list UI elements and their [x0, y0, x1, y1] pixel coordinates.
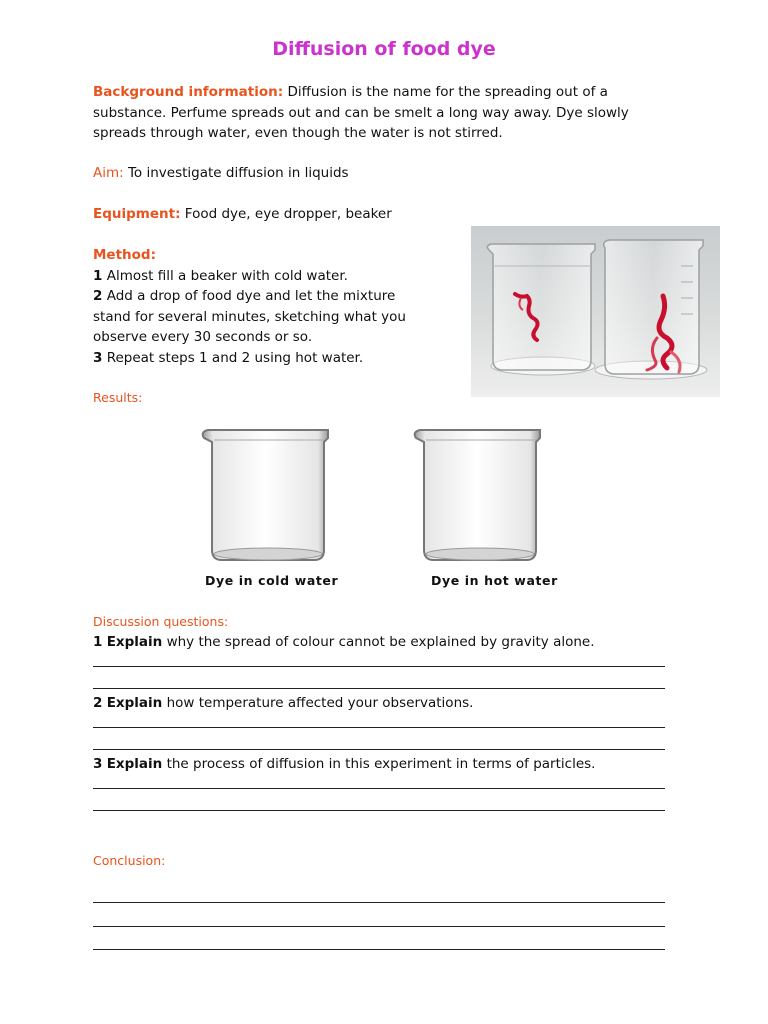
step-text: Repeat steps 1 and 2 using hot water.: [106, 349, 364, 366]
answer-line[interactable]: [93, 749, 665, 750]
beaker-icon: [412, 426, 548, 566]
discussion-label: Discussion questions:: [93, 614, 229, 629]
hot-beaker-image: [412, 426, 548, 566]
method-label: Method:: [93, 247, 156, 263]
experiment-photo: [471, 226, 720, 397]
conclusion-label: Conclusion:: [93, 853, 166, 868]
question-number: 1: [93, 634, 103, 650]
results-label: Results:: [93, 390, 143, 405]
step-text: Add a drop of food dye and let the mixture: [106, 288, 396, 304]
experiment-photo-graphic: [471, 226, 720, 397]
method-section: [93, 245, 463, 368]
step-number: 1: [93, 267, 103, 284]
background-line-1: Diffusion is the name for the spreading out of a: [287, 84, 608, 100]
page-title: Diffusion of food dye: [272, 38, 496, 60]
method-step-1: [93, 266, 463, 287]
aim-label: Aim:: [93, 165, 124, 181]
equipment-label: Equipment:: [93, 206, 181, 222]
answer-line[interactable]: [93, 727, 665, 728]
answer-line[interactable]: [93, 810, 665, 811]
step-number: 2: [93, 288, 103, 304]
answer-line[interactable]: [93, 788, 665, 789]
hot-caption: Dye in hot water: [431, 573, 558, 588]
background-line-2: substance. Perfume spreads out and can be smelt a long way away. Dye slowly: [93, 104, 629, 121]
question-verb: Explain: [106, 634, 163, 650]
method-step-2: [93, 286, 463, 348]
question-text: the process of diffusion in this experiment in terms of particles.: [166, 756, 596, 772]
cold-beaker-image: [200, 426, 336, 566]
background-line-3: spreads through water, even though the water is not stirred.: [93, 125, 503, 141]
answer-line[interactable]: [93, 688, 665, 689]
step-text: observe every 30 seconds or so.: [93, 329, 313, 345]
question-3: [93, 754, 595, 775]
question-number: 2: [93, 695, 103, 711]
step-text: stand for several minutes, sketching what you: [93, 308, 406, 325]
question-verb: Explain: [106, 756, 163, 772]
aim-section: [93, 163, 349, 184]
background-section: [93, 82, 693, 144]
answer-line[interactable]: [93, 902, 665, 903]
question-2: [93, 693, 473, 714]
step-number: 3: [93, 349, 103, 366]
question-text: why the spread of colour cannot be explained by gravity alone.: [166, 634, 595, 650]
step-text: Almost fill a beaker with cold water.: [106, 267, 348, 284]
answer-line[interactable]: [93, 666, 665, 667]
method-step-3: [93, 348, 463, 369]
aim-text: To investigate diffusion in liquids: [127, 165, 349, 181]
question-number: 3: [93, 756, 103, 772]
answer-line[interactable]: [93, 926, 665, 927]
question-text: how temperature affected your observations.: [166, 695, 474, 711]
question-1: [93, 632, 595, 653]
equipment-section: [93, 204, 392, 225]
answer-line[interactable]: [93, 949, 665, 950]
background-label: Background information:: [93, 84, 284, 100]
cold-caption: Dye in cold water: [205, 573, 339, 588]
equipment-text: Food dye, eye dropper, beaker: [184, 206, 392, 222]
beaker-icon: [200, 426, 336, 566]
question-verb: Explain: [106, 695, 163, 711]
